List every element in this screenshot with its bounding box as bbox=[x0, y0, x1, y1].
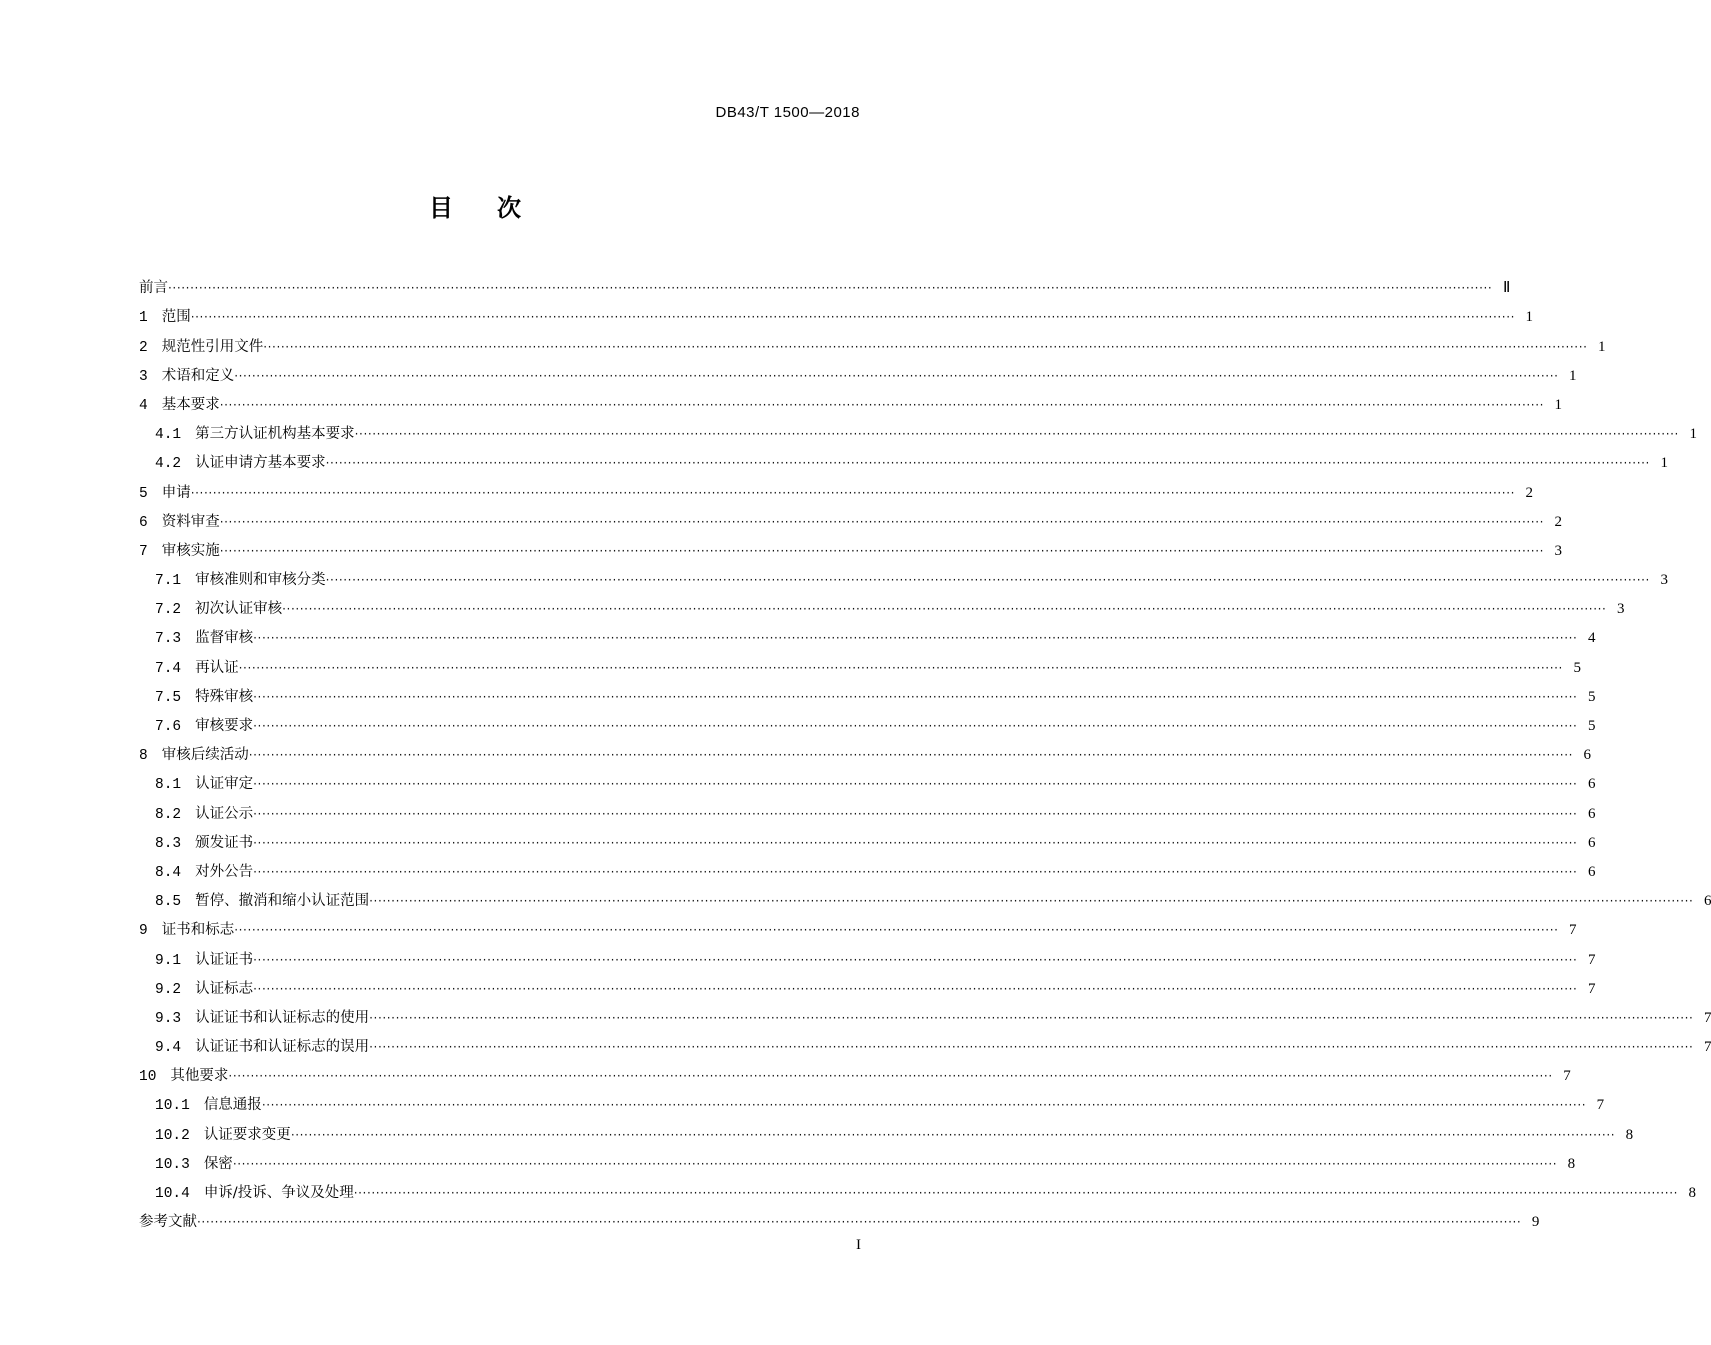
toc-entry[interactable] bbox=[139, 560, 1668, 590]
toc-entry-number: 7.2 bbox=[155, 602, 182, 619]
toc-entry-label: 审核后续活动 bbox=[161, 747, 249, 764]
toc-entry-page: 7 bbox=[1587, 980, 1596, 997]
toc-dot-leader: ············································································································································································································································································································ bbox=[253, 952, 1578, 967]
toc-dot-leader: ············································································································································································································································································································ bbox=[253, 631, 1578, 646]
toc-entry-label: 申诉/投诉、争议及处理 bbox=[203, 1185, 354, 1201]
toc-dot-leader: ············································································································································································································································································································ bbox=[261, 1098, 1587, 1113]
toc-entry-number: 10.4 bbox=[155, 1186, 190, 1202]
toc-entry-number: 8.4 bbox=[155, 864, 182, 881]
toc-entry-number: 9.4 bbox=[155, 1040, 182, 1057]
toc-entry-page: 1 bbox=[1660, 455, 1668, 472]
toc-entry-label: 审核准则和审核分类 bbox=[195, 572, 326, 589]
toc-entry[interactable] bbox=[139, 764, 1596, 794]
toc-entry-number: 7 bbox=[139, 543, 148, 560]
toc-entry-page: 7 bbox=[1596, 1097, 1605, 1114]
toc-dot-leader: ············································································································································································································································································································ bbox=[219, 514, 1545, 529]
toc-dot-leader: ············································································································································································································································································································ bbox=[232, 1156, 1558, 1171]
toc-entry-number: 9.3 bbox=[155, 1010, 182, 1027]
toc-entry-label: 再认证 bbox=[195, 659, 239, 676]
toc-entry-number: 8.5 bbox=[155, 894, 182, 911]
toc-entry[interactable] bbox=[139, 502, 1563, 531]
toc-dot-leader: ············································································································································································································································································································ bbox=[369, 1010, 1694, 1025]
table-of-contents bbox=[139, 268, 1711, 1231]
toc-entry-label: 认证标志 bbox=[195, 980, 254, 997]
toc-entry-page: 1 bbox=[1569, 367, 1577, 384]
footer-page-number: I bbox=[856, 1237, 861, 1253]
toc-entry-page: 3 bbox=[1660, 572, 1668, 589]
toc-dot-leader: ············································································································································································································································································································ bbox=[234, 923, 1559, 938]
toc-entry[interactable] bbox=[139, 472, 1534, 502]
toc-entry-number: 7.1 bbox=[155, 573, 182, 590]
toc-entry[interactable] bbox=[139, 443, 1668, 473]
toc-entry[interactable] bbox=[139, 414, 1697, 444]
toc-entry-label: 认证证书和认证标志的误用 bbox=[195, 1039, 370, 1056]
toc-entry-label: 审核要求 bbox=[195, 718, 254, 734]
toc-entry-page: 7 bbox=[1587, 951, 1596, 968]
toc-entry-page: 6 bbox=[1587, 834, 1596, 851]
toc-entry-number: 2 bbox=[139, 339, 148, 356]
toc-entry[interactable] bbox=[139, 618, 1596, 648]
toc-entry-number: 10.2 bbox=[155, 1127, 190, 1144]
toc-entry-page: 1 bbox=[1689, 426, 1697, 443]
toc-entry-number: 10.3 bbox=[155, 1156, 190, 1173]
toc-entry-label: 基本要求 bbox=[161, 396, 220, 413]
toc-entry-number: 4.1 bbox=[155, 427, 182, 444]
toc-entry[interactable] bbox=[139, 969, 1596, 998]
toc-entry-number: 8.3 bbox=[155, 835, 182, 852]
toc-dot-leader: ············································································································································································································································································································ bbox=[190, 310, 1516, 325]
toc-dot-leader: ············································································································································································································································································································ bbox=[253, 864, 1578, 879]
toc-dot-leader: ············································································································································································································································································································ bbox=[253, 981, 1578, 996]
toc-entry-label: 范围 bbox=[161, 309, 191, 326]
toc-entry-page: 2 bbox=[1554, 513, 1563, 530]
toc-entry-page: 7 bbox=[1563, 1068, 1571, 1085]
toc-entry[interactable] bbox=[139, 356, 1577, 385]
toc-entry[interactable] bbox=[139, 735, 1592, 765]
toc-entry-label: 信息通报 bbox=[203, 1097, 262, 1114]
toc-entry-page: 5 bbox=[1587, 688, 1596, 705]
toc-dot-leader: ············································································································································································································································································································ bbox=[253, 777, 1578, 792]
toc-entry[interactable] bbox=[139, 647, 1581, 677]
toc-entry-label: 认证证书 bbox=[195, 951, 254, 968]
toc-entry-number: 9.2 bbox=[155, 981, 182, 998]
toc-entry-number: 7.4 bbox=[155, 660, 182, 677]
toc-entry[interactable] bbox=[139, 1114, 1634, 1144]
toc-entry-page: 6 bbox=[1587, 863, 1596, 880]
toc-dot-leader: ············································································································································································································································································································ bbox=[168, 281, 1493, 296]
toc-dot-leader: ············································································································································································································································································································ bbox=[282, 602, 1607, 617]
toc-entry[interactable] bbox=[139, 706, 1596, 735]
toc-entry-label: 前言 bbox=[139, 280, 168, 297]
toc-entry-page: 5 bbox=[1573, 659, 1581, 676]
toc-entry-number: 8.1 bbox=[155, 777, 182, 794]
toc-entry-page: 7 bbox=[1569, 922, 1577, 939]
toc-entry[interactable] bbox=[139, 297, 1534, 327]
toc-entry[interactable] bbox=[139, 677, 1596, 706]
toc-entry-label: 认证证书和认证标志的使用 bbox=[195, 1009, 370, 1026]
toc-dot-leader: ············································································································································································································································································································ bbox=[219, 397, 1545, 412]
toc-dot-leader: ············································································································································································································································································································ bbox=[234, 368, 1559, 383]
toc-entry-label: 初次认证审核 bbox=[195, 601, 283, 618]
toc-entry-page: 2 bbox=[1525, 484, 1534, 501]
toc-entry-page: 4 bbox=[1587, 630, 1596, 647]
toc-dot-leader: ············································································································································································································································································································ bbox=[253, 719, 1578, 733]
toc-dot-leader: ············································································································································································································································································································ bbox=[197, 1215, 1522, 1230]
toc-dot-leader: ············································································································································································································································································································ bbox=[248, 748, 1574, 763]
toc-entry[interactable] bbox=[139, 939, 1596, 969]
toc-entry[interactable] bbox=[139, 910, 1577, 940]
toc-entry-label: 参考文献 bbox=[139, 1214, 197, 1231]
toc-entry-page: 3 bbox=[1554, 542, 1563, 559]
toc-entry[interactable] bbox=[139, 793, 1596, 823]
toc-dot-leader: ············································································································································································································································································································ bbox=[369, 894, 1694, 909]
toc-dot-leader: ············································································································································································································································································································ bbox=[253, 806, 1578, 821]
toc-entry-number: 10.1 bbox=[155, 1098, 190, 1115]
toc-entry-number: 9 bbox=[139, 923, 148, 940]
toc-entry-number: 7.3 bbox=[155, 631, 182, 648]
toc-dot-leader: ············································································································································································································································································································ bbox=[354, 427, 1679, 442]
toc-entry-number: 9.1 bbox=[155, 952, 182, 969]
toc-entry-page: Ⅱ bbox=[1502, 280, 1511, 297]
toc-entry-page: 8 bbox=[1688, 1185, 1697, 1201]
toc-entry[interactable] bbox=[139, 268, 1511, 297]
toc-entry[interactable] bbox=[139, 1202, 1540, 1231]
toc-entry-label: 其他要求 bbox=[170, 1068, 229, 1085]
toc-entry-page: 8 bbox=[1567, 1155, 1576, 1172]
toc-entry-label: 第三方认证机构基本要求 bbox=[195, 426, 355, 443]
toc-entry-label: 颁发证书 bbox=[195, 834, 254, 851]
toc-entry-page: 7 bbox=[1703, 1009, 1711, 1026]
toc-dot-leader: ············································································································································································································································································································ bbox=[219, 543, 1545, 558]
toc-entry-number: 10 bbox=[139, 1069, 157, 1086]
toc-entry-number: 7.5 bbox=[155, 689, 182, 706]
toc-entry-label: 术语和定义 bbox=[161, 367, 235, 384]
toc-dot-leader: ············································································································································································································································································································ bbox=[253, 689, 1578, 704]
toc-entry[interactable] bbox=[139, 1173, 1697, 1202]
toc-entry[interactable] bbox=[139, 1056, 1571, 1086]
toc-dot-leader: ············································································································································································································································································································ bbox=[228, 1069, 1553, 1084]
toc-entry-number: 6 bbox=[139, 514, 148, 531]
toc-entry-label: 审核实施 bbox=[161, 542, 220, 559]
toc-entry-label: 监督审核 bbox=[195, 630, 254, 647]
toc-entry-page: 8 bbox=[1625, 1126, 1634, 1143]
toc-entry-page: 5 bbox=[1587, 718, 1596, 734]
toc-entry-label: 申请 bbox=[161, 484, 191, 501]
toc-entry-label: 认证公示 bbox=[195, 805, 254, 822]
toc-dot-leader: ············································································································································································································································································································ bbox=[353, 1186, 1679, 1200]
toc-dot-leader: ············································································································································································································································································································ bbox=[190, 485, 1516, 500]
toc-entry-label: 认证审定 bbox=[195, 776, 254, 793]
toc-entry-page: 6 bbox=[1703, 893, 1711, 910]
toc-entry[interactable] bbox=[139, 385, 1563, 414]
toc-entry-page: 7 bbox=[1703, 1039, 1711, 1056]
toc-entry-number: 1 bbox=[139, 310, 148, 327]
toc-dot-leader: ············································································································································································································································································································ bbox=[290, 1127, 1616, 1142]
toc-entry-label: 规范性引用文件 bbox=[161, 338, 264, 355]
toc-entry[interactable] bbox=[139, 1085, 1605, 1115]
toc-entry[interactable] bbox=[139, 1144, 1576, 1173]
toc-entry-label: 暂停、撤消和缩小认证范围 bbox=[195, 893, 370, 910]
toc-entry-page: 1 bbox=[1554, 396, 1563, 413]
toc-entry[interactable] bbox=[139, 881, 1711, 911]
document-code: DB43/T 1500—2018 bbox=[715, 104, 860, 121]
toc-entry-page: 1 bbox=[1598, 338, 1606, 355]
toc-entry-number: 4 bbox=[139, 397, 148, 414]
toc-entry-page: 1 bbox=[1525, 309, 1534, 326]
toc-entry-number: 4.2 bbox=[155, 456, 182, 473]
toc-dot-leader: ············································································································································································································································································································ bbox=[263, 339, 1588, 354]
toc-title: 目次 bbox=[429, 194, 565, 222]
toc-entry-label: 认证申请方基本要求 bbox=[195, 455, 326, 472]
toc-entry-label: 保密 bbox=[203, 1155, 233, 1172]
toc-entry[interactable] bbox=[139, 589, 1625, 619]
toc-entry[interactable] bbox=[139, 1027, 1711, 1057]
toc-entry[interactable] bbox=[139, 823, 1596, 852]
toc-entry[interactable] bbox=[139, 998, 1711, 1027]
toc-entry-page: 6 bbox=[1587, 805, 1596, 822]
toc-entry[interactable] bbox=[139, 326, 1606, 356]
toc-dot-leader: ············································································································································································································································································································ bbox=[369, 1040, 1694, 1055]
toc-dot-leader: ············································································································································································································································································································ bbox=[325, 456, 1650, 471]
toc-entry-number: 5 bbox=[139, 485, 148, 502]
toc-entry-label: 认证要求变更 bbox=[203, 1126, 291, 1143]
toc-entry-page: 6 bbox=[1583, 747, 1592, 764]
toc-entry-label: 证书和标志 bbox=[161, 922, 235, 939]
toc-entry-page: 9 bbox=[1531, 1214, 1540, 1231]
toc-entry[interactable] bbox=[139, 852, 1596, 881]
toc-entry-number: 8 bbox=[139, 748, 148, 765]
toc-entry-number: 3 bbox=[139, 368, 148, 385]
toc-entry-number: 7.6 bbox=[155, 719, 182, 735]
toc-entry-label: 对外公告 bbox=[195, 863, 254, 880]
toc-entry-label: 资料审查 bbox=[161, 513, 220, 530]
toc-entry-page: 3 bbox=[1616, 601, 1625, 618]
toc-dot-leader: ············································································································································································································································································································ bbox=[325, 573, 1650, 588]
toc-dot-leader: ············································································································································································································································································································ bbox=[253, 835, 1578, 850]
toc-entry-label: 特殊审核 bbox=[195, 688, 254, 705]
toc-entry[interactable] bbox=[139, 531, 1563, 560]
toc-entry-page: 6 bbox=[1587, 776, 1596, 793]
toc-dot-leader: ············································································································································································································································································································ bbox=[238, 660, 1563, 675]
toc-entry-number: 8.2 bbox=[155, 806, 182, 823]
